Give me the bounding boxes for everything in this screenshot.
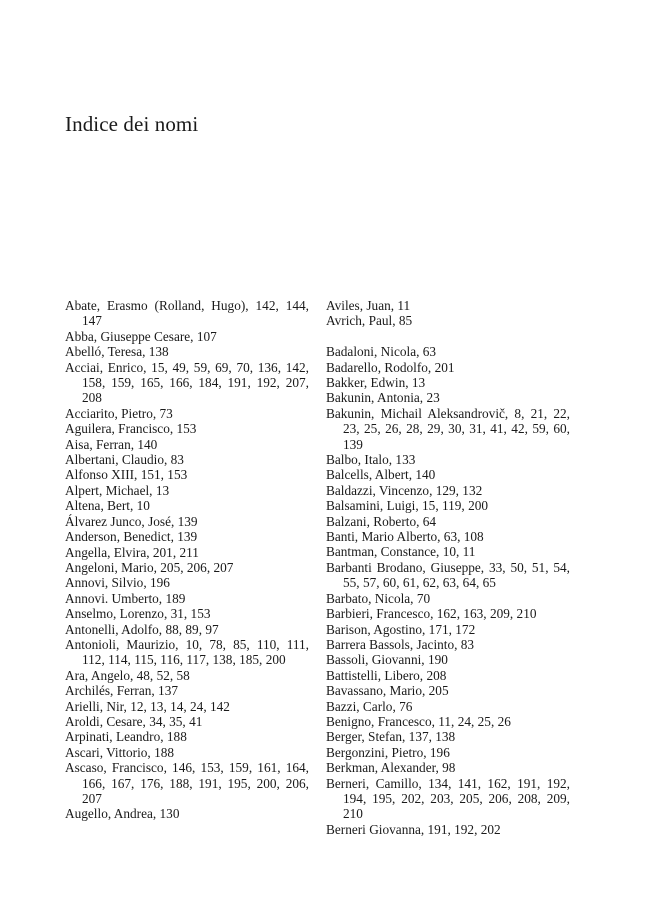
index-entry: Bakker, Edwin, 13 [326,375,426,391]
index-entry: Alpert, Michael, 13 [65,482,170,498]
index-entry: Baldazzi, Vincenzo, 129, 132 [326,482,483,498]
index-entry: Barbanti Brodano, Giuseppe, 33, 50, 51, 54, 55, 57, 60, 61, 62, 63, 64, 65 [326,559,570,591]
index-entry: Acciai, Enrico, 15, 49, 59, 69, 70, 136, 142, 158, 159, 165, 166, 184, 191, 192, 207, 208 [65,359,309,406]
index-entry: Berneri Giovanna, 191, 192, 202 [326,821,501,837]
index-entry: Balsamini, Luigi, 15, 119, 200 [326,498,489,514]
index-entry: Berneri, Camillo, 134, 141, 162, 191, 192, 194, 195, 202, 203, 205, 206, 208, 209, 210 [326,775,570,822]
index-entry: Berger, Stefan, 137, 138 [326,729,456,745]
index-letter-gap [326,329,570,344]
index-entry: Aroldi, Cesare, 34, 35, 41 [65,713,203,729]
index-entry: Anderson, Benedict, 139 [65,529,198,545]
index-entry: Angeloni, Mario, 205, 206, 207 [65,559,234,575]
index-entry: Avrich, Paul, 85 [326,313,413,329]
index-entry: Ascaso, Francisco, 146, 153, 159, 161, 164, 166, 167, 176, 188, 191, 195, 200, 206, 207 [65,760,309,806]
index-entry: Bavassano, Mario, 205 [326,683,449,699]
index-entry: Badarello, Rodolfo, 201 [326,359,455,375]
index-entry: Balzani, Roberto, 64 [326,513,437,529]
index-entry: Barbato, Nicola, 70 [326,590,431,606]
index-entry: Altena, Bert, 10 [65,498,150,514]
page-title: Indice dei nomi [65,112,199,136]
index-entry: Aviles, Juan, 11 [326,298,411,313]
index-entry: Bergonzini, Pietro, 196 [326,744,450,760]
index-entry: Augello, Andrea, 130 [65,806,180,822]
index-entry: Barbieri, Francesco, 162, 163, 209, 210 [326,606,537,622]
index-entry: Bazzi, Carlo, 76 [326,698,413,714]
index-entry: Alfonso XIII, 151, 153 [65,467,188,483]
index-column-left [65,298,309,822]
index-entry: Angella, Elvira, 201, 211 [65,544,199,560]
index-entry: Antonelli, Adolfo, 88, 89, 97 [65,621,219,637]
index-entry: Balbo, Italo, 133 [326,452,416,468]
index-entry: Benigno, Francesco, 11, 24, 25, 26 [326,713,511,729]
index-entry: Bakunin, Michail Aleksandrovič, 8, 21, 22, 23, 25, 26, 28, 29, 30, 31, 41, 42, 59, 60, 139 [326,405,570,452]
index-entry: Bakunin, Antonia, 23 [326,390,440,406]
index-entry: Ascari, Vittorio, 188 [65,744,175,760]
index-column-right [326,298,570,837]
index-entry: Badaloni, Nicola, 63 [326,344,437,360]
index-entry: Arielli, Nir, 12, 13, 14, 24, 142 [65,698,230,714]
index-entry: Banti, Mario Alberto, 63, 108 [326,529,484,545]
index-entry: Barrera Bassols, Jacinto, 83 [326,636,475,652]
index-entry: Abelló, Teresa, 138 [65,344,169,360]
index-entry: Bantman, Constance, 10, 11 [326,544,476,560]
index-entry: Annovi. Umberto, 189 [65,590,186,606]
index-entry: Barison, Agostino, 171, 172 [326,621,476,637]
index-entry: Annovi, Silvio, 196 [65,575,170,591]
index-entry: Anselmo, Lorenzo, 31, 153 [65,606,211,622]
index-entry: Berkman, Alexander, 98 [326,760,456,776]
index-entry: Aisa, Ferran, 140 [65,436,158,452]
index-entry: Acciarito, Pietro, 73 [65,405,173,421]
index-entry: Aguilera, Francisco, 153 [65,421,197,437]
index-entry: Ara, Angelo, 48, 52, 58 [65,667,190,683]
index-entry: Abate, Erasmo (Rolland, Hugo), 142, 144, 147 [65,298,309,329]
index-entry: Arpinati, Leandro, 188 [65,729,187,745]
index-entry: Archilés, Ferran, 137 [65,683,178,699]
index-entry: Bassoli, Giovanni, 190 [326,652,448,668]
index-entry: Battistelli, Libero, 208 [326,667,447,683]
index-entry: Abba, Giuseppe Cesare, 107 [65,328,217,344]
index-entry: Balcells, Albert, 140 [326,467,436,483]
index-entry: Álvarez Junco, José, 139 [65,513,198,529]
index-entry: Albertani, Claudio, 83 [65,452,184,468]
index-entry: Antonioli, Maurizio, 10, 78, 85, 110, 111, 112, 114, 115, 116, 117, 138, 185, 200 [65,636,309,668]
